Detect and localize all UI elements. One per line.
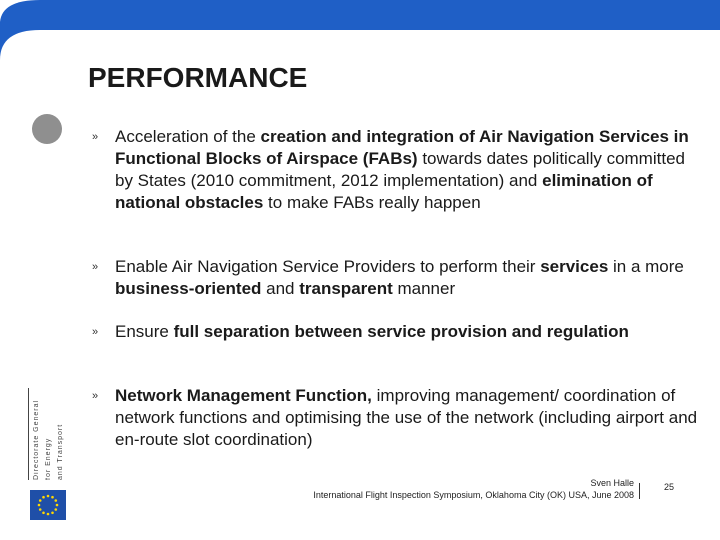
flag-star (54, 508, 57, 511)
footer-divider (639, 483, 640, 499)
plain-text: towards dates politically committed by States (2010 commitment, 2012 implementation) and (115, 149, 685, 190)
bullet-marker: » (92, 261, 99, 273)
plain-text: Ensure (115, 322, 174, 341)
bullet-text (115, 126, 702, 214)
bold-text: elimination of national obstacles (115, 171, 653, 212)
flag-star (51, 511, 54, 514)
page-number: 25 (664, 482, 675, 492)
footer-event: International Flight Inspection Symposium, Oklahoma City (OK) USA, June 2008 (313, 490, 634, 500)
flag-star (42, 511, 45, 514)
logo-line: for Energy (45, 437, 52, 480)
bold-text: creation and integration of Air Navigation Services in Functional Blocks of Airspace (FABs) (115, 127, 689, 168)
plain-text: manner (392, 279, 456, 298)
plain-text: and (261, 279, 300, 298)
plain-text: improving management/ coordination of network functions and optimising the use of the network (including airport and en-route slot coordination) (115, 386, 698, 449)
plain-text: in a more (608, 257, 684, 276)
footer-author: Sven Halle (590, 478, 634, 488)
flag-star (39, 508, 42, 511)
bold-text: business-oriented (115, 279, 262, 298)
bold-text: Network Management Function, (115, 386, 372, 405)
bold-text: full separation between service provision and regulation (173, 322, 629, 341)
bullet-marker: » (92, 131, 99, 143)
bullet-item (92, 385, 702, 451)
slide-title: PERFORMANCE (88, 62, 308, 93)
plain-text: to make FABs really happen (263, 193, 481, 212)
bullet-item (92, 256, 702, 300)
flag-star (38, 504, 41, 507)
bullet-text (115, 256, 702, 300)
plain-text: Enable Air Navigation Service Providers to perform their (115, 257, 541, 276)
logo-line: Directorate General (33, 399, 40, 480)
flag-star (51, 496, 54, 499)
footer-text (313, 477, 634, 501)
bullet-item (92, 126, 702, 214)
bullet-dot-icon (32, 114, 62, 144)
plain-text: Acceleration of the (115, 127, 261, 146)
flag-star (54, 499, 57, 502)
flag-star (39, 499, 42, 502)
bold-text: transparent (299, 279, 393, 298)
flag-star (47, 495, 50, 498)
bullet-marker: » (92, 326, 99, 338)
bullet-text (115, 385, 702, 451)
logo-line: and Transport (57, 423, 64, 480)
eu-flag-icon (30, 490, 66, 520)
flag-star (42, 496, 45, 499)
logo-rule (28, 388, 29, 480)
flag-star (56, 504, 59, 507)
bullet-marker: » (92, 390, 99, 402)
directorate-logo (28, 388, 76, 480)
bold-text: services (540, 257, 609, 276)
header-wave (0, 0, 720, 60)
bullet-item (92, 321, 702, 343)
flag-star (47, 513, 50, 516)
bullet-text (115, 321, 702, 343)
